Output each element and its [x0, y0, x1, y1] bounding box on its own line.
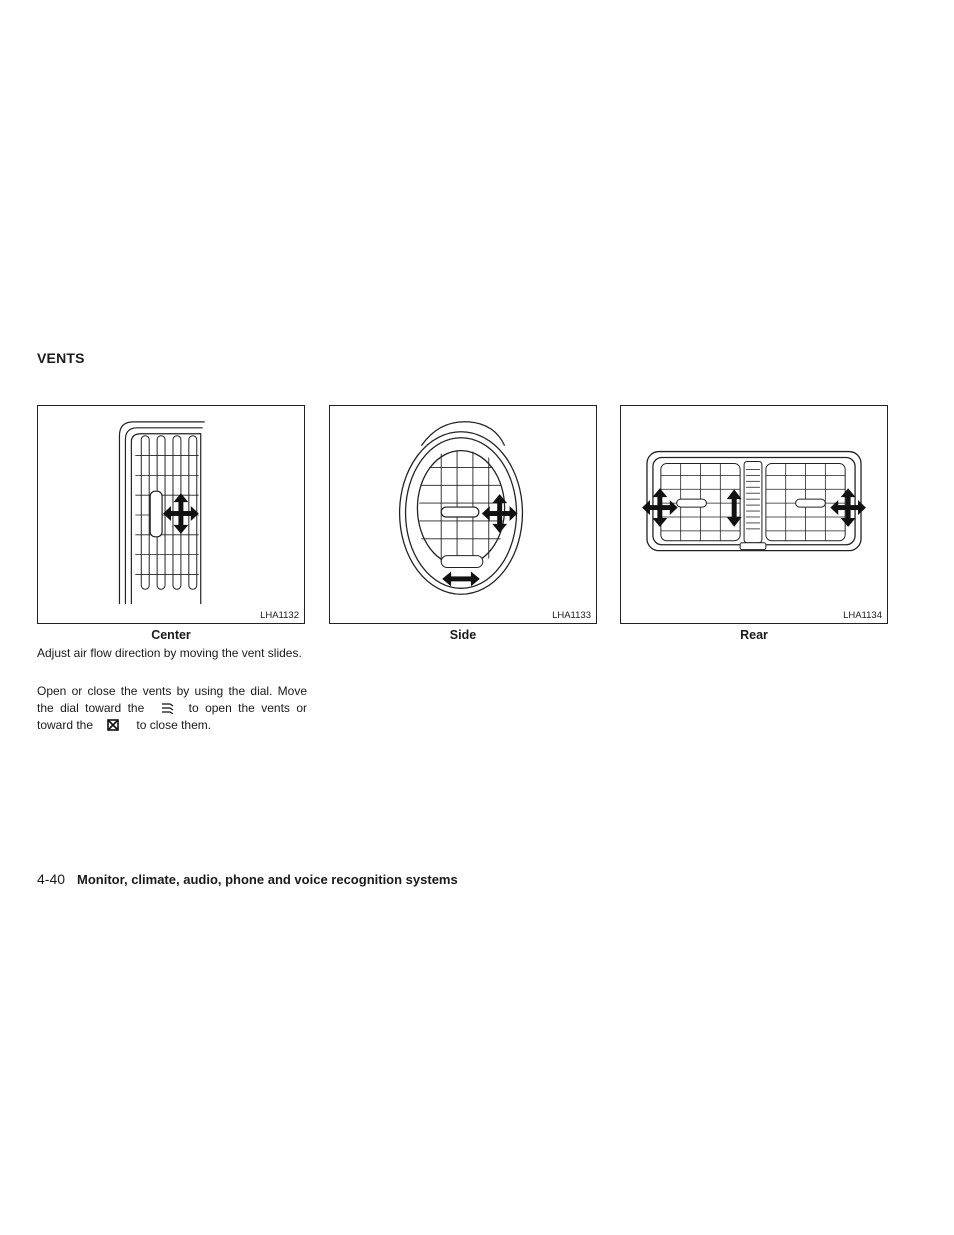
figure-code: LHA1132 — [260, 610, 299, 621]
figure-center-vent — [37, 405, 305, 624]
figure-code: LHA1133 — [552, 610, 591, 621]
caption-center: Center — [151, 628, 191, 642]
caption-rear: Rear — [740, 628, 768, 642]
center-vent-illustration — [38, 406, 304, 623]
page-footer — [37, 871, 458, 887]
horizontal-arrow-icon — [442, 571, 480, 586]
paragraph-open-close — [37, 683, 307, 734]
figure-side-vent — [329, 405, 597, 624]
chapter-title: Monitor, climate, audio, phone and voice recognition systems — [77, 872, 458, 887]
paragraph-text-part: to close them. — [136, 718, 212, 732]
caption-side: Side — [449, 628, 477, 642]
side-vent-illustration — [330, 406, 596, 623]
figure-rear-vent — [620, 405, 888, 624]
vent-closed-icon — [106, 719, 120, 731]
four-way-arrow-icon — [482, 494, 518, 533]
paragraph-text-part: to open the vents or toward the — [37, 701, 308, 732]
figure-code: LHA1134 — [843, 610, 882, 621]
page-number: 4-40 — [37, 871, 66, 887]
paragraph-adjust-airflow: Adjust air flow direction by moving the vent slides. — [37, 646, 302, 660]
rear-vent-illustration — [621, 406, 887, 623]
section-title: VENTS — [37, 350, 85, 366]
paragraph-text-part: Open or close the vents by using the dial. Move the dial toward the — [37, 684, 307, 715]
vent-open-icon — [161, 702, 175, 714]
vertical-arrow-icon — [727, 489, 742, 527]
